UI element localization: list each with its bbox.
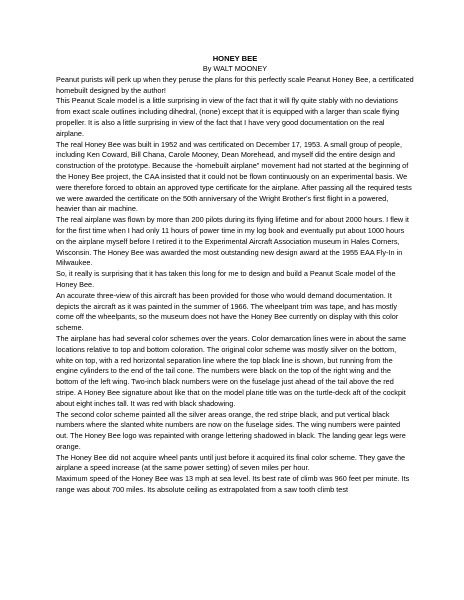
paragraph-model-stability: This Peanut Scale model is a little surprising in view of the fact that it will fly quite stably with no deviations from exact scale outlines including dihedral, (none) except that it is equipped with a larger than scale flying propeller. It is also a little surprising in view of the fact that I have very good documentation on the real airplane. xyxy=(56,96,400,138)
paragraph-three-view: An accurate three-view of this aircraft has been provided for those who would demand documentation. It depicts the aircraft as it was painted in the summer of 1966. The wheelpant trim was tape, and has mostly come off the wheelpants, so the museum does not have the Honey Bee currently on display with this color scheme. xyxy=(56,290,399,333)
paragraph-surprise: So, it really is surprising that it has taken this long for me to design and build a Peanut Scale model of the Honey Bee. xyxy=(56,269,396,289)
paragraph-flight-record: The real airplane was flown by more than 200 pilots during its flying lifetime and for about 2000 hours. I flew it for the first time when I had only 11 hours of power time in my log book and eventually put about 1000 hours on the airplane myself before I retired it to the Experimental Aircraft Association museum in Hales Corners, Wisconsin. The Honey Bee was awarded the most outstanding new design award at the 1955 EAA Fly-In in Milwaukee. xyxy=(56,215,409,268)
article-title: HONEY BEE xyxy=(212,54,258,63)
article-byline: By WALT MOONEY xyxy=(202,64,268,73)
paragraph-performance: Maximum speed of the Honey Bee was 13 mph at sea level. Its best rate of climb was 960 feet per minute. Its range was about 700 miles. Its absolute ceiling as extrapolated from a saw tooth climb test xyxy=(56,474,410,495)
paragraph-intro: Peanut purists will perk up when they peruse the plans for this perfectly scale Peanut Honey Bee, a certificated homebuilt designed by the author! xyxy=(56,74,414,95)
paragraph-wheel-pants: The Honey Bee did not acquire wheel pants until just before it acquired its final color scheme. They gave the airplane a speed increase (at the same power setting) of seven miles per hour. xyxy=(56,452,406,473)
paragraph-second-scheme: The second color scheme painted all the silver areas orange, the red stripe black, and put vertical black numbers where the slanted white numbers are now on the fuselage sides. The wing numbers were painted out. The Honey Bee logo was repainted with orange lettering shadowed in black. The landing gear legs were orange. xyxy=(56,409,406,451)
paragraph-history: The real Honey Bee was built in 1952 and was certificated on December 17, 1953. A small group of people, including Ken Coward, Bill Chana, Carole Mooney, Dean Morehead, and myself did the entire design and construction of the prototype. Because the -homebuilt airplane" movement had not started at the beginning of the Honey Bee project, the CAA insisted that it could not be flown continuously on an experimental basis. We were therefore forced to obtain an approved type certificate for the airplane. After passing all the required tests we were awarded the certificate on the 50th anniversary of the Wright Brother's first flight in a powered, heavier than air machine. xyxy=(56,139,412,214)
paragraph-color-schemes: The airplane has had several color schemes over the years. Color demarcation lines were in about the same locations relative to top and bottom coloration. The original color scheme was mostly silver on the bottom, white on top, with a red horizontal separation line where the top black line is shown, but running from the engine cylinders to the end of the tail cone. The numbers were black on the top of the right wing and the bottom of the left wing. Two-inch black numbers were on the fuselage just ahead of the tail above the red stripe. A Honey Bee signature about like that on the model plane title was on the turtle-deck aft of the cockpit about eight inches tall. It was red with black shadowing. xyxy=(56,333,407,408)
